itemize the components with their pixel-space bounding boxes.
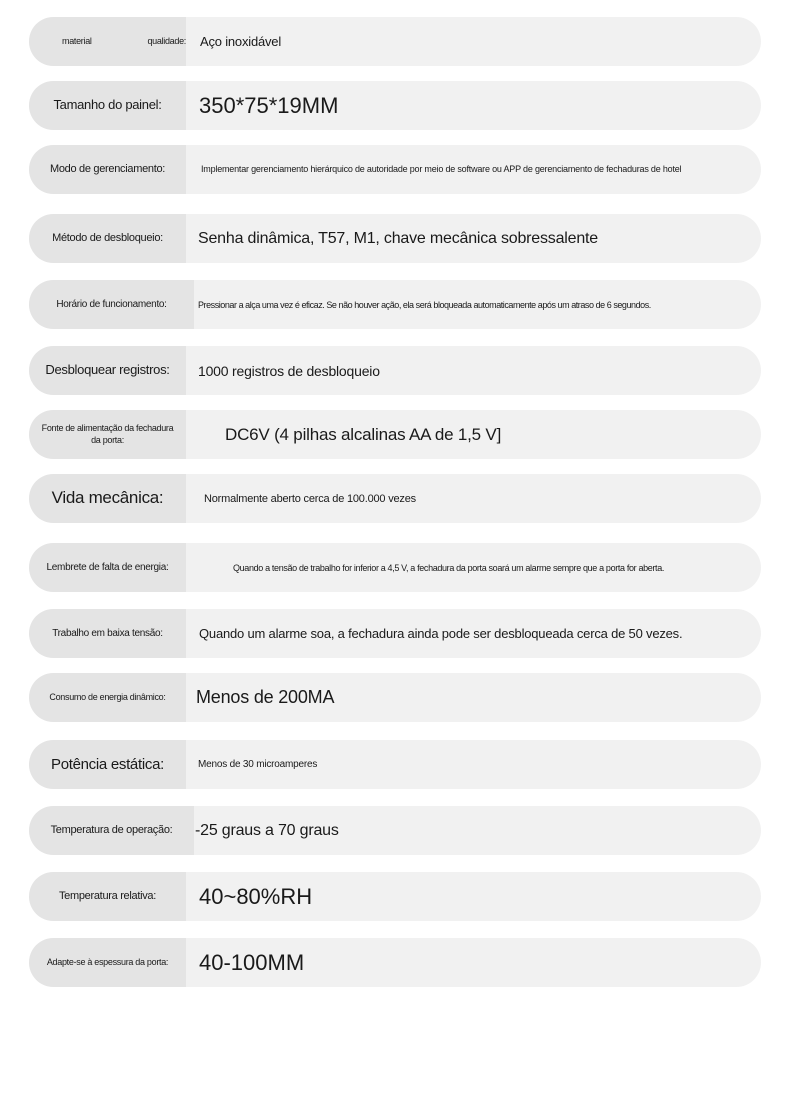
spec-label [29,17,186,66]
spec-row-static-power [29,740,761,789]
spec-label-part-material: material [62,35,92,46]
spec-row-working-time [29,280,761,329]
spec-value: Menos de 30 microamperes [198,759,318,770]
spec-value: Aço inoxidável [200,34,282,49]
spec-label: Método de desbloqueio: [29,214,186,263]
spec-label: Temperatura de operação: [29,806,194,855]
spec-value: Senha dinâmica, T57, M1, chave mecânica sobressalente [198,229,599,247]
spec-value: Implementar gerenciamento hierárquico de autoridade por meio de software ou APP de gerenciamento de fechaduras de hotel [201,163,682,174]
spec-row-power-supply [29,410,761,459]
spec-label-part-quality: qualidade: [147,35,186,46]
spec-label: Adapte-se à espessura da porta: [29,938,186,987]
spec-value: 350*75*19MM [199,92,339,118]
spec-value: Normalmente aberto cerca de 100.000 vezes [204,492,416,505]
spec-label: Horário de funcionamento: [29,280,194,329]
spec-label: Potência estática: [29,740,186,789]
spec-row-power-failure-reminder [29,543,761,592]
spec-label: Lembrete de falta de energia: [29,543,186,592]
spec-row-low-voltage-work [29,609,761,658]
spec-label: Vida mecânica: [29,474,186,523]
spec-row-door-thickness [29,938,761,987]
spec-label: Consumo de energia dinâmico: [29,673,186,722]
spec-label: Tamanho do painel: [29,81,186,130]
spec-value: Pressionar a alça uma vez é eficaz. Se não houver ação, ela será bloqueada automaticamente após um atraso de 6 segundos. [198,299,651,310]
spec-value: 40-100MM [199,949,305,975]
spec-value: 1000 registros de desbloqueio [198,362,380,379]
spec-value: DC6V (4 pilhas alcalinas AA de 1,5 V] [225,424,502,444]
spec-row-unlock-records [29,346,761,395]
spec-value: Quando um alarme soa, a fechadura ainda pode ser desbloqueada cerca de 50 vezes. [199,626,683,641]
spec-row-material [29,17,761,66]
spec-row-panel-size [29,81,761,130]
spec-row-management-mode [29,145,761,194]
spec-row-mechanical-life [29,474,761,523]
spec-value: Menos de 200MA [196,687,335,707]
spec-row-operating-temperature [29,806,761,855]
spec-label: Fonte de alimentação da fechadura da porta: [29,410,186,459]
spec-row-dynamic-power [29,673,761,722]
spec-label: Desbloquear registros: [29,346,186,395]
spec-row-relative-humidity [29,872,761,921]
spec-value: -25 graus a 70 graus [195,821,339,839]
spec-label: Modo de gerenciamento: [29,145,186,194]
spec-row-unlock-method [29,214,761,263]
spec-value: Quando a tensão de trabalho for inferior a 4,5 V, a fechadura da porta soará um alarme sempre que a porta for aberta. [233,562,665,573]
spec-label: Temperatura relativa: [29,872,186,921]
spec-label: Trabalho em baixa tensão: [29,609,186,658]
spec-value: 40~80%RH [199,883,313,909]
